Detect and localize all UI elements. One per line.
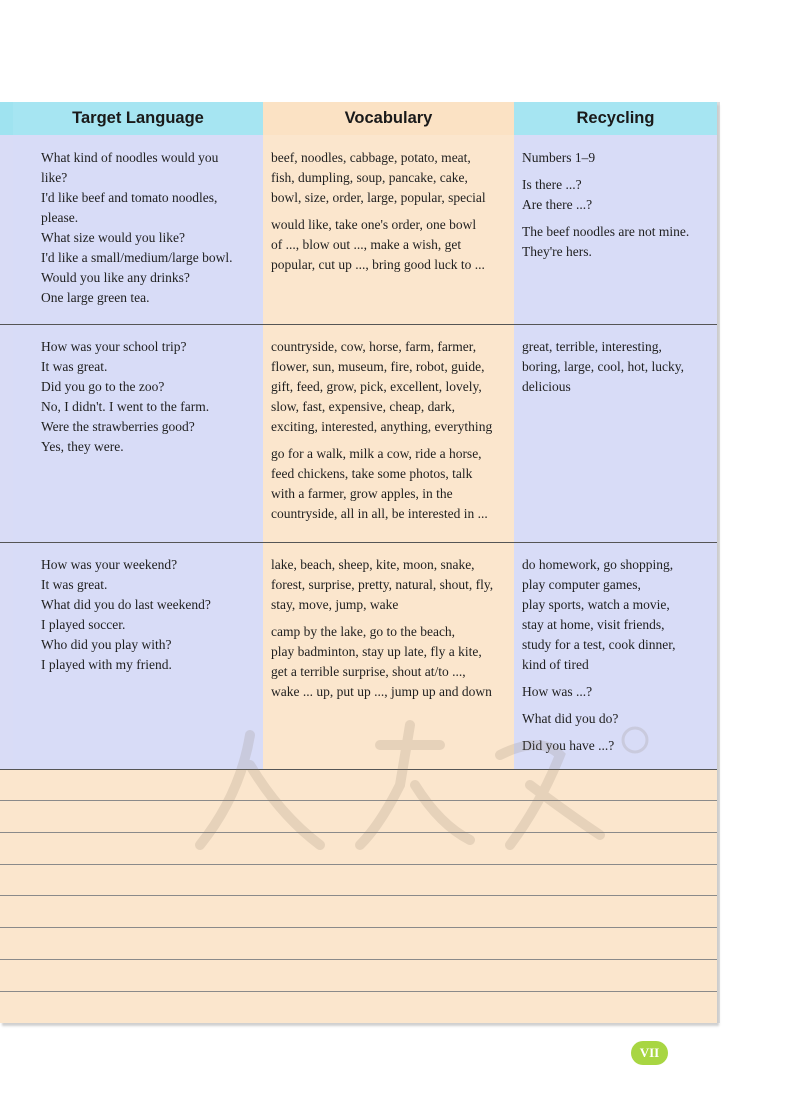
text-line: It was great. — [41, 359, 108, 374]
text-line: I'd like beef and tomato noodles, — [41, 190, 218, 205]
row-divider — [0, 324, 717, 325]
row-divider — [0, 542, 717, 543]
text-line: Did you have ...? — [522, 738, 615, 753]
ruled-line — [0, 927, 717, 928]
ruled-line — [0, 959, 717, 960]
text-line: great, terrible, interesting, — [522, 339, 662, 354]
text-line: play badminton, stay up late, fly a kite, — [271, 644, 482, 659]
page-number-badge: VII — [631, 1041, 668, 1065]
table-header-row — [0, 102, 717, 135]
text-line: kind of tired — [522, 657, 589, 672]
row-1-vocabulary — [271, 148, 486, 275]
text-line: lake, beach, sheep, kite, moon, snake, — [271, 557, 475, 572]
text-line: feed chickens, take some photos, talk — [271, 466, 473, 481]
row-1-recycling — [522, 148, 689, 262]
text-line: forest, surprise, pretty, natural, shout, fly, — [271, 577, 494, 592]
text-line: popular, cut up ..., bring good luck to ... — [271, 257, 485, 272]
text-line: Did you go to the zoo? — [41, 379, 165, 394]
text-line: with a farmer, grow apples, in the — [271, 486, 453, 501]
text-line: stay, move, jump, wake — [271, 597, 399, 612]
text-line: One large green tea. — [41, 290, 150, 305]
text-line: camp by the lake, go to the beach, — [271, 624, 456, 639]
text-line: like? — [41, 170, 68, 185]
ruled-line — [0, 864, 717, 865]
row-divider — [0, 769, 717, 770]
text-line: How was your school trip? — [41, 339, 187, 354]
text-line: please. — [41, 210, 79, 225]
text-line: delicious — [522, 379, 571, 394]
text-line: stay at home, visit friends, — [522, 617, 665, 632]
text-line: What kind of noodles would you — [41, 150, 219, 165]
text-line: wake ... up, put up ..., jump up and down — [271, 684, 492, 699]
row-3-recycling — [522, 555, 676, 756]
text-line: I'd like a small/medium/large bowl. — [41, 250, 233, 265]
header-recycling: Recycling — [514, 102, 717, 135]
table-shadow-edge — [717, 102, 720, 1023]
ruled-line — [0, 832, 717, 833]
table-body — [0, 135, 717, 1023]
text-line: Would you like any drinks? — [41, 270, 190, 285]
text-line: would like, take one's order, one bowl — [271, 217, 477, 232]
text-line: How was your weekend? — [41, 557, 178, 572]
row-3-vocabulary — [271, 555, 493, 702]
text-line: play sports, watch a movie, — [522, 597, 670, 612]
row-2-target-language — [41, 337, 209, 457]
header-left-stub — [0, 102, 13, 135]
row-2-recycling — [522, 337, 684, 397]
header-vocabulary: Vocabulary — [263, 102, 514, 135]
text-line: I played soccer. — [41, 617, 126, 632]
text-line: What size would you like? — [41, 230, 185, 245]
text-line: get a terrible surprise, shout at/to ..., — [271, 664, 466, 679]
text-line: fish, dumpling, soup, pancake, cake, — [271, 170, 468, 185]
row-1-target-language — [41, 148, 233, 308]
unit-overview-table — [0, 102, 717, 1023]
text-line: Were the strawberries good? — [41, 419, 195, 434]
ruled-line — [0, 991, 717, 992]
text-line: bowl, size, order, large, popular, special — [271, 190, 486, 205]
row-3-target-language — [41, 555, 211, 675]
text-line: play computer games, — [522, 577, 641, 592]
text-line: How was ...? — [522, 684, 593, 699]
row-2-vocabulary — [271, 337, 492, 524]
text-line: No, I didn't. I went to the farm. — [41, 399, 210, 414]
text-line: countryside, cow, horse, farm, farmer, — [271, 339, 477, 354]
text-line: They're hers. — [522, 244, 592, 259]
text-line: Are there ...? — [522, 197, 593, 212]
ruled-line — [0, 895, 717, 896]
text-line: exciting, interested, anything, everything — [271, 419, 493, 434]
text-line: gift, feed, grow, pick, excellent, lovely, — [271, 379, 482, 394]
text-line: flower, sun, museum, fire, robot, guide, — [271, 359, 485, 374]
text-line: beef, noodles, cabbage, potato, meat, — [271, 150, 471, 165]
blank-lined-area — [0, 769, 717, 1023]
text-line: Numbers 1–9 — [522, 150, 596, 165]
text-line: Is there ...? — [522, 177, 582, 192]
text-line: slow, fast, expensive, cheap, dark, — [271, 399, 455, 414]
ruled-line — [0, 800, 717, 801]
text-line: The beef noodles are not mine. — [522, 224, 690, 239]
text-line: go for a walk, milk a cow, ride a horse, — [271, 446, 482, 461]
text-line: countryside, all in all, be interested in ... — [271, 506, 488, 521]
text-line: I played with my friend. — [41, 657, 172, 672]
text-line: What did you do last weekend? — [41, 597, 211, 612]
text-line: boring, large, cool, hot, lucky, — [522, 359, 684, 374]
text-line: of ..., blow out ..., make a wish, get — [271, 237, 462, 252]
text-line: What did you do? — [522, 711, 619, 726]
text-line: It was great. — [41, 577, 108, 592]
text-line: do homework, go shopping, — [522, 557, 674, 572]
text-line: Yes, they were. — [41, 439, 124, 454]
text-line: study for a test, cook dinner, — [522, 637, 676, 652]
header-target-language: Target Language — [13, 102, 263, 135]
text-line: Who did you play with? — [41, 637, 172, 652]
column-left-stub — [0, 135, 13, 769]
